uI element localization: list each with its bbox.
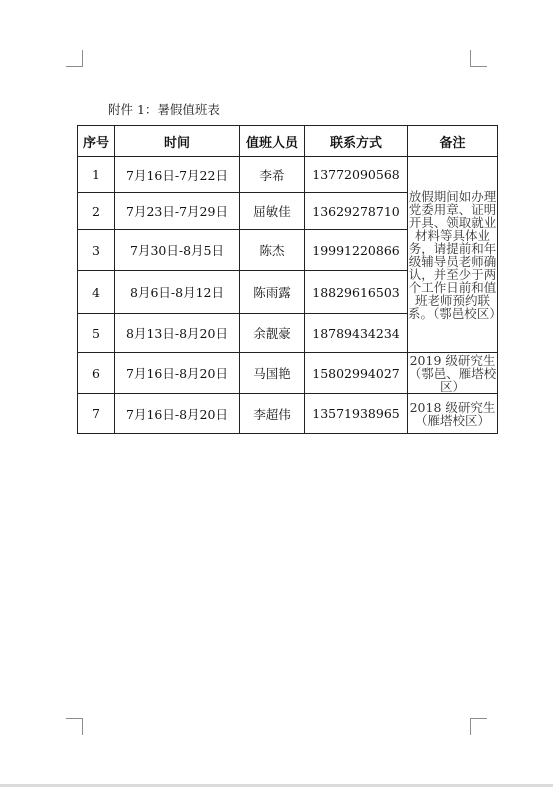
cell-remarks-shared: 放假期间如办理党委用章、证明开具、领取就业材料等具体业务，请提前和年级辅导员老师确认，并至少于两个工作日前和值班老师预约联系。（鄠邑校区） <box>408 157 498 353</box>
header-time: 时间 <box>115 126 240 157</box>
table-row <box>78 353 498 394</box>
cell-phone: 13571938965 <box>305 394 408 434</box>
crop-mark-bottom-right <box>470 718 487 735</box>
cell-no: 7 <box>78 394 115 434</box>
cell-person: 李希 <box>240 157 305 193</box>
table-row <box>78 394 498 434</box>
cell-time: 7月16日-8月20日 <box>115 394 240 434</box>
header-person: 值班人员 <box>240 126 305 157</box>
cell-time: 7月16日-8月20日 <box>115 353 240 394</box>
cell-time: 8月13日-8月20日 <box>115 314 240 353</box>
cell-time: 7月16日-7月22日 <box>115 157 240 193</box>
cell-no: 6 <box>78 353 115 394</box>
cell-no: 4 <box>78 271 115 314</box>
cell-no: 3 <box>78 230 115 271</box>
cell-no: 1 <box>78 157 115 193</box>
cell-phone: 19991220866 <box>305 230 408 271</box>
cell-person: 陈杰 <box>240 230 305 271</box>
cell-person: 屈敏佳 <box>240 193 305 230</box>
crop-mark-top-right <box>470 50 487 67</box>
cell-person: 李超伟 <box>240 394 305 434</box>
cell-phone: 13772090568 <box>305 157 408 193</box>
crop-mark-top-left <box>66 50 83 67</box>
cell-phone: 15802994027 <box>305 353 408 394</box>
duty-table <box>77 125 502 434</box>
cell-person: 马国艳 <box>240 353 305 394</box>
table-row <box>78 157 498 193</box>
cell-phone: 18829616503 <box>305 271 408 314</box>
header-phone: 联系方式 <box>305 126 408 157</box>
cell-remarks-row6: 2019 级研究生（鄠邑、雁塔校区） <box>408 352 497 394</box>
cell-no: 5 <box>78 314 115 353</box>
cell-no: 2 <box>78 193 115 230</box>
header-no: 序号 <box>78 126 115 157</box>
cell-person: 余靓豪 <box>240 314 305 353</box>
cell-time: 7月30日-8月5日 <box>115 230 240 271</box>
crop-mark-bottom-left <box>66 718 83 735</box>
cell-time: 7月23日-7月29日 <box>115 193 240 230</box>
table-caption: 附件 1：暑假值班表 <box>108 102 220 117</box>
cell-remarks-row7: 2018 级研究生（雁塔校区） <box>408 394 498 434</box>
cell-phone: 13629278710 <box>305 193 408 230</box>
header-row <box>78 126 498 157</box>
header-remarks: 备注 <box>408 126 498 157</box>
cell-phone: 18789434234 <box>305 314 408 353</box>
cell-time: 8月6日-8月12日 <box>115 271 240 314</box>
cell-person: 陈雨露 <box>240 271 305 314</box>
